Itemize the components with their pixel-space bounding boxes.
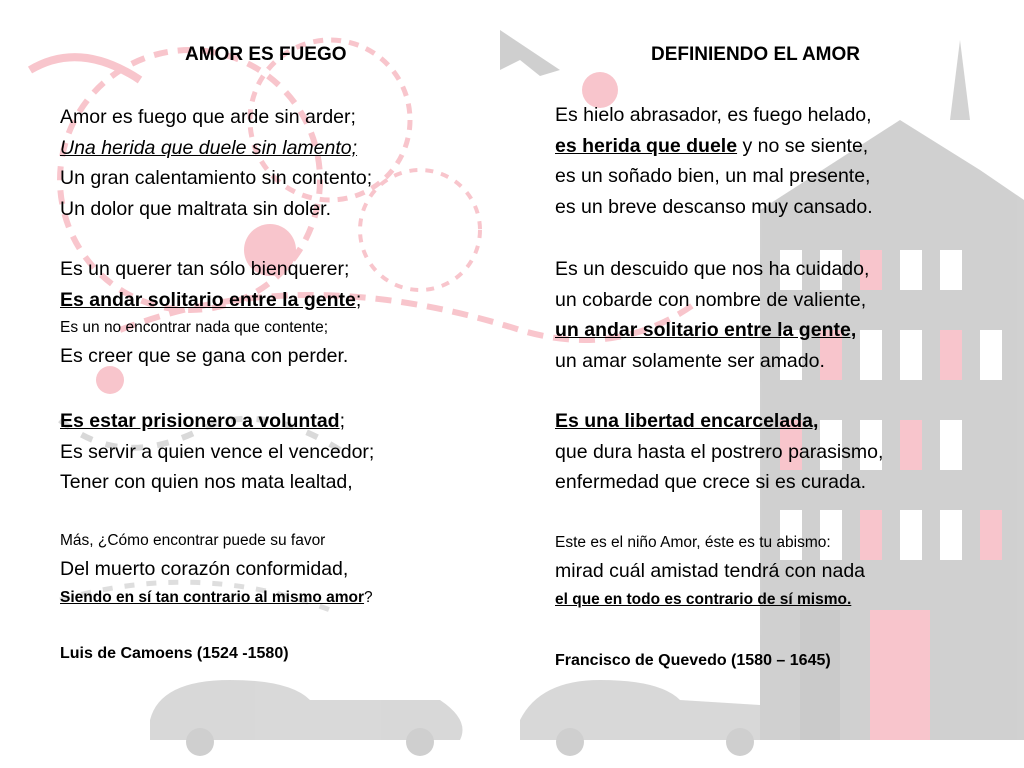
poem-line: enfermedad que crece si es curada. <box>555 471 867 493</box>
punctuation: ? <box>364 588 373 606</box>
stanza <box>60 102 372 224</box>
poem-line: mirad cuál amistad tendrá con nada <box>555 560 866 582</box>
stanza <box>60 528 373 611</box>
poem-line: Es servir a quien vence el vencedor; <box>60 440 375 463</box>
poem-line: Es creer que se gana con perder. <box>60 345 349 367</box>
poem-line: es un soñado bien, un mal presente, <box>555 165 871 187</box>
stanza <box>60 254 361 372</box>
emphasis-text: es herida que duele <box>555 134 738 157</box>
poem-line: Tener con quien nos mata lealtad, <box>60 471 353 493</box>
poem-line: Es una libertad encarcelada, <box>555 410 819 432</box>
poem-line: Una herida que duele sin lamento; <box>60 136 358 159</box>
poem-line: Es un descuido que nos ha cuidado, <box>555 258 870 280</box>
poem-line: un amar solamente ser amado. <box>555 349 825 372</box>
poem-line: Más, ¿Cómo encontrar puede su favor <box>60 532 326 549</box>
stanza <box>555 100 873 222</box>
poem-line: Un gran calentamiento sin contento; <box>60 167 373 189</box>
poem-line <box>555 530 865 556</box>
poem-line: Del muerto corazón conformidad, <box>60 558 349 580</box>
stanza <box>555 530 865 613</box>
poem-line: Es hielo abrasador, es fuego helado, <box>555 104 872 126</box>
emphasis-text: Es estar prisionero a voluntad <box>60 410 340 432</box>
poem-line <box>60 585 373 611</box>
poem-title: DEFINIENDO EL AMOR <box>651 44 861 65</box>
stanza <box>555 406 883 498</box>
poem-line: que dura hasta el postrero parasismo, <box>555 440 884 463</box>
poem-line: Un dolor que maltrata sin doler. <box>60 197 331 220</box>
poem-line: Amor es fuego que arde sin arder; <box>60 106 356 128</box>
poem-line <box>60 406 374 437</box>
stanza <box>60 406 374 498</box>
stanza <box>555 254 869 376</box>
poem-title: AMOR ES FUEGO <box>185 44 347 65</box>
poem-line: un cobarde con nombre de valiente, <box>555 288 867 311</box>
punctuation: ; <box>339 410 346 432</box>
poem-line: Es un no encontrar nada que contente; <box>60 319 329 336</box>
punctuation: : <box>826 534 831 551</box>
line-continuation: y no se siente, <box>737 134 869 157</box>
poem-author: Francisco de Quevedo (1580 – 1645) <box>555 652 831 669</box>
punctuation: ; <box>355 288 362 311</box>
poem-line <box>555 131 873 162</box>
poem-author: Luis de Camoens (1524 -1580) <box>60 645 289 662</box>
poem-line: el que en todo es contrario de sí mismo. <box>555 590 852 608</box>
poem-line: un andar solitario entre la gente, <box>555 319 857 341</box>
poem-line: Es un querer tan sólo bienquerer; <box>60 258 350 280</box>
poem-line <box>60 285 361 316</box>
poem-line: es un breve descanso muy cansado. <box>555 195 873 218</box>
emphasis-text: Siendo en sí tan contrario al mismo amor <box>60 588 365 606</box>
poem-line-text: Este es el niño Amor, éste es tu abismo <box>555 534 827 551</box>
emphasis-text: Es andar solitario entre la gente <box>60 288 356 311</box>
